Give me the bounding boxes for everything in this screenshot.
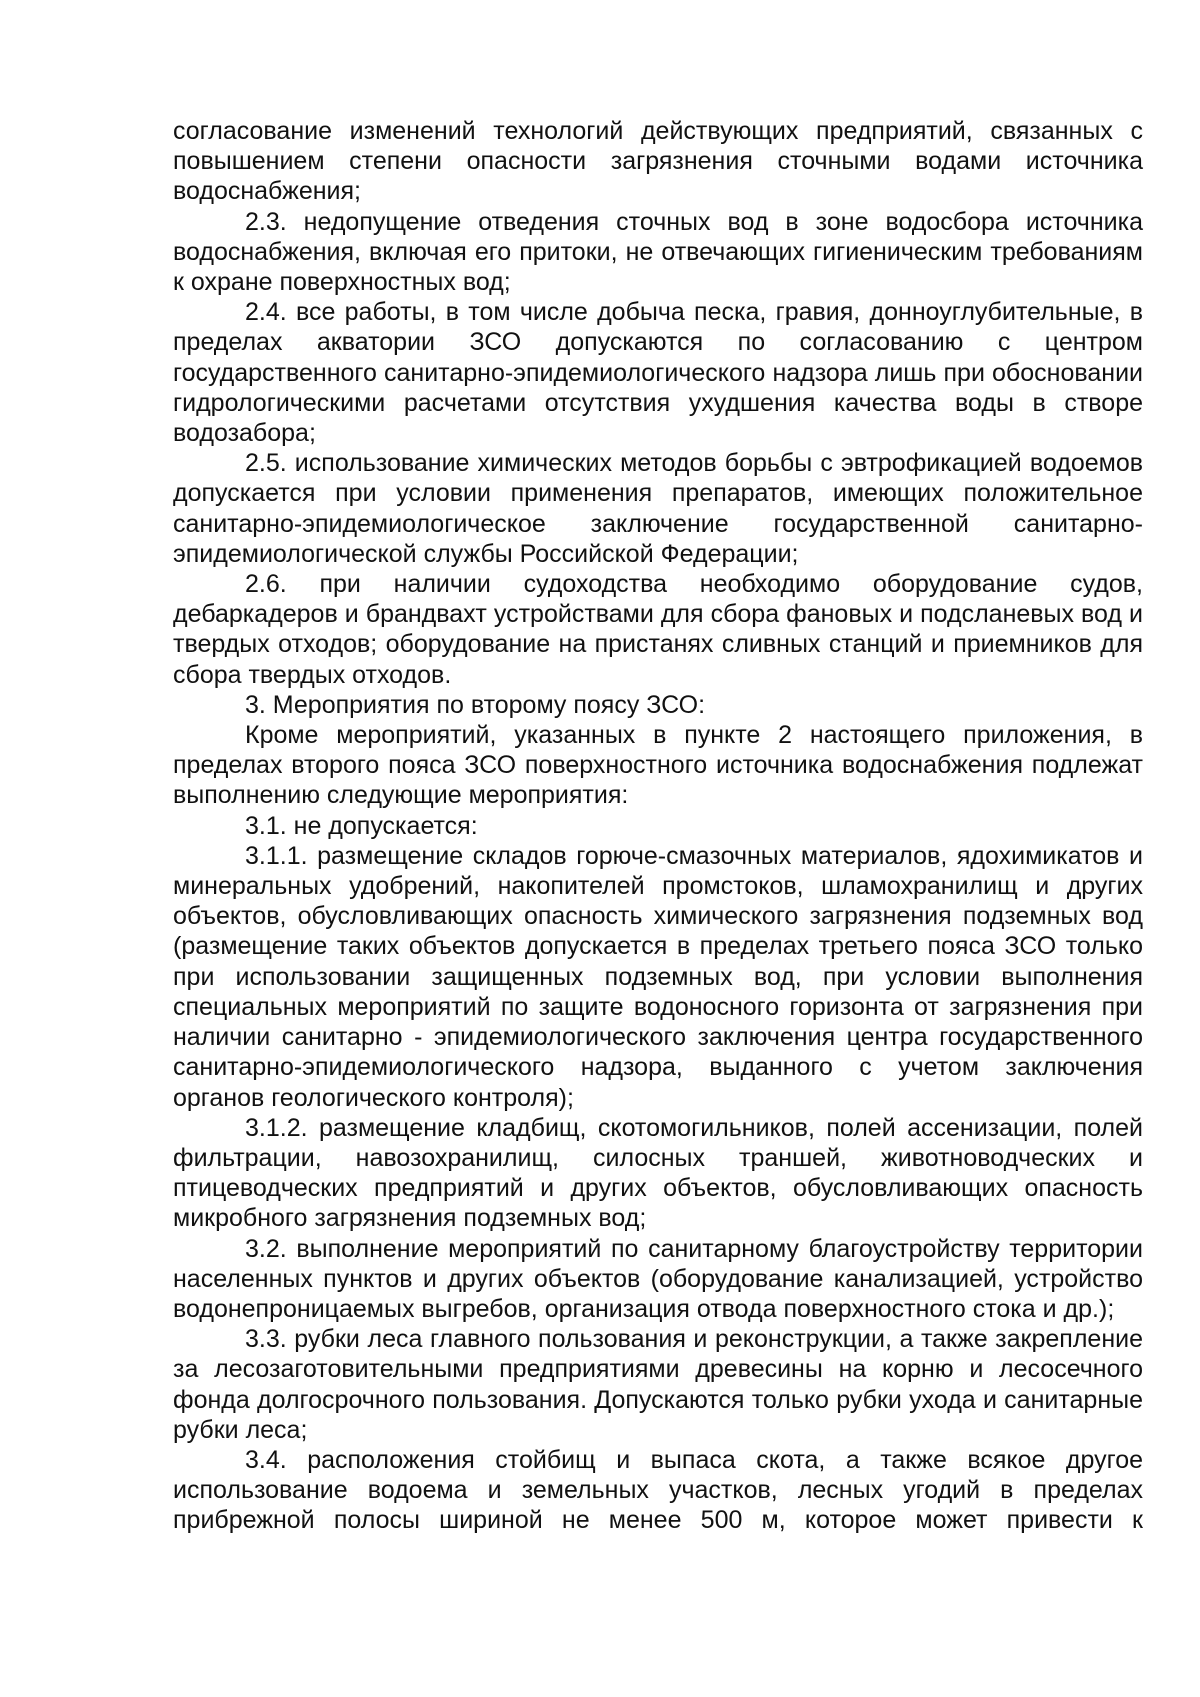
document-page bbox=[173, 116, 1143, 1536]
paragraph: 3.1.2. размещение кладбищ, скотомогильников, полей ассенизации, полей фильтрации, навозохранилищ, силосных траншей, животноводческих и птицеводческих предприятий и других объектов, обусловливающих опасность микробного загрязнения подземных вод; bbox=[173, 1113, 1143, 1233]
paragraph: 3.1. не допускается: bbox=[245, 811, 478, 840]
paragraph: Кроме мероприятий, указанных в пункте 2 настоящего приложения, в пределах второго пояса ЗСО поверхностного источника водоснабжения подлежат выполнению следующие мероприятия: bbox=[173, 721, 1143, 810]
paragraph: 3.2. выполнение мероприятий по санитарному благоустройству территории населенных пунктов и других объектов (оборудование канализацией, устройство водонепроницаемых выгребов, организация отвода поверхностного стока и др.); bbox=[173, 1234, 1143, 1323]
paragraph: 2.3. недопущение отведения сточных вод в зоне водосбора источника водоснабжения, включая его притоки, не отвечающих гигиеническим требованиям к охране поверхностных вод; bbox=[173, 207, 1143, 297]
section-heading: 3. Мероприятия по второму поясу ЗСО: bbox=[245, 690, 706, 719]
paragraph: 3.4. расположения стойбищ и выпаса скота, а также всякое другое использование водоема и земельных участков, лесных угодий в пределах прибрежной полосы шириной не менее 500 м, которое может привести к bbox=[173, 1445, 1143, 1535]
paragraph: 2.5. использование химических методов борьбы с эвтрофикацией водоемов допускается при условии применения препаратов, имеющих положительное санитарно-эпидемиологическое заключение государственной санитарно-эпидемиологической службы Российской Федерации; bbox=[173, 449, 1143, 568]
paragraph: согласование изменений технологий действующих предприятий, связанных с повышением степени опасности загрязнения сточными водами источника водоснабжения; bbox=[173, 117, 1143, 206]
paragraph: 3.3. рубки леса главного пользования и реконструкции, а также закрепление за лесозаготовительными предприятиями древесины на корню и лесосечного фонда долгосрочного пользования. Допускаются только рубки ухода и санитарные рубки леса; bbox=[173, 1325, 1143, 1444]
paragraph: 2.4. все работы, в том числе добыча песка, гравия, донноуглубительные, в пределах акватории ЗСО допускаются по согласованию с центром государственного санитарно-эпидемиологического надзора лишь при обосновании гидрологическими расчетами отсутствия ухудшения качества воды в створе водозабора; bbox=[173, 298, 1143, 448]
paragraph: 2.6. при наличии судоходства необходимо оборудование судов, дебаркадеров и брандвахт устройствами для сбора фановых и подсланевых вод и твердых отходов; оборудование на пристанях сливных станций и приемников для сбора твердых отходов. bbox=[173, 570, 1143, 689]
paragraph: 3.1.1. размещение складов горюче-смазочных материалов, ядохимикатов и минеральных удобрений, накопителей промстоков, шламохранилищ и других объектов, обусловливающих опасность химического загрязнения подземных вод (размещение таких объектов допускается в пределах третьего пояса ЗСО только при использовании защищенных подземных вод, при условии выполнения специальных мероприятий по защите водоносного горизонта от загрязнения при наличии санитарно - эпидемиологического заключения центра государственного санитарно-эпидемиологического надзора, выданного с учетом заключения органов геологического контроля); bbox=[173, 841, 1143, 1112]
